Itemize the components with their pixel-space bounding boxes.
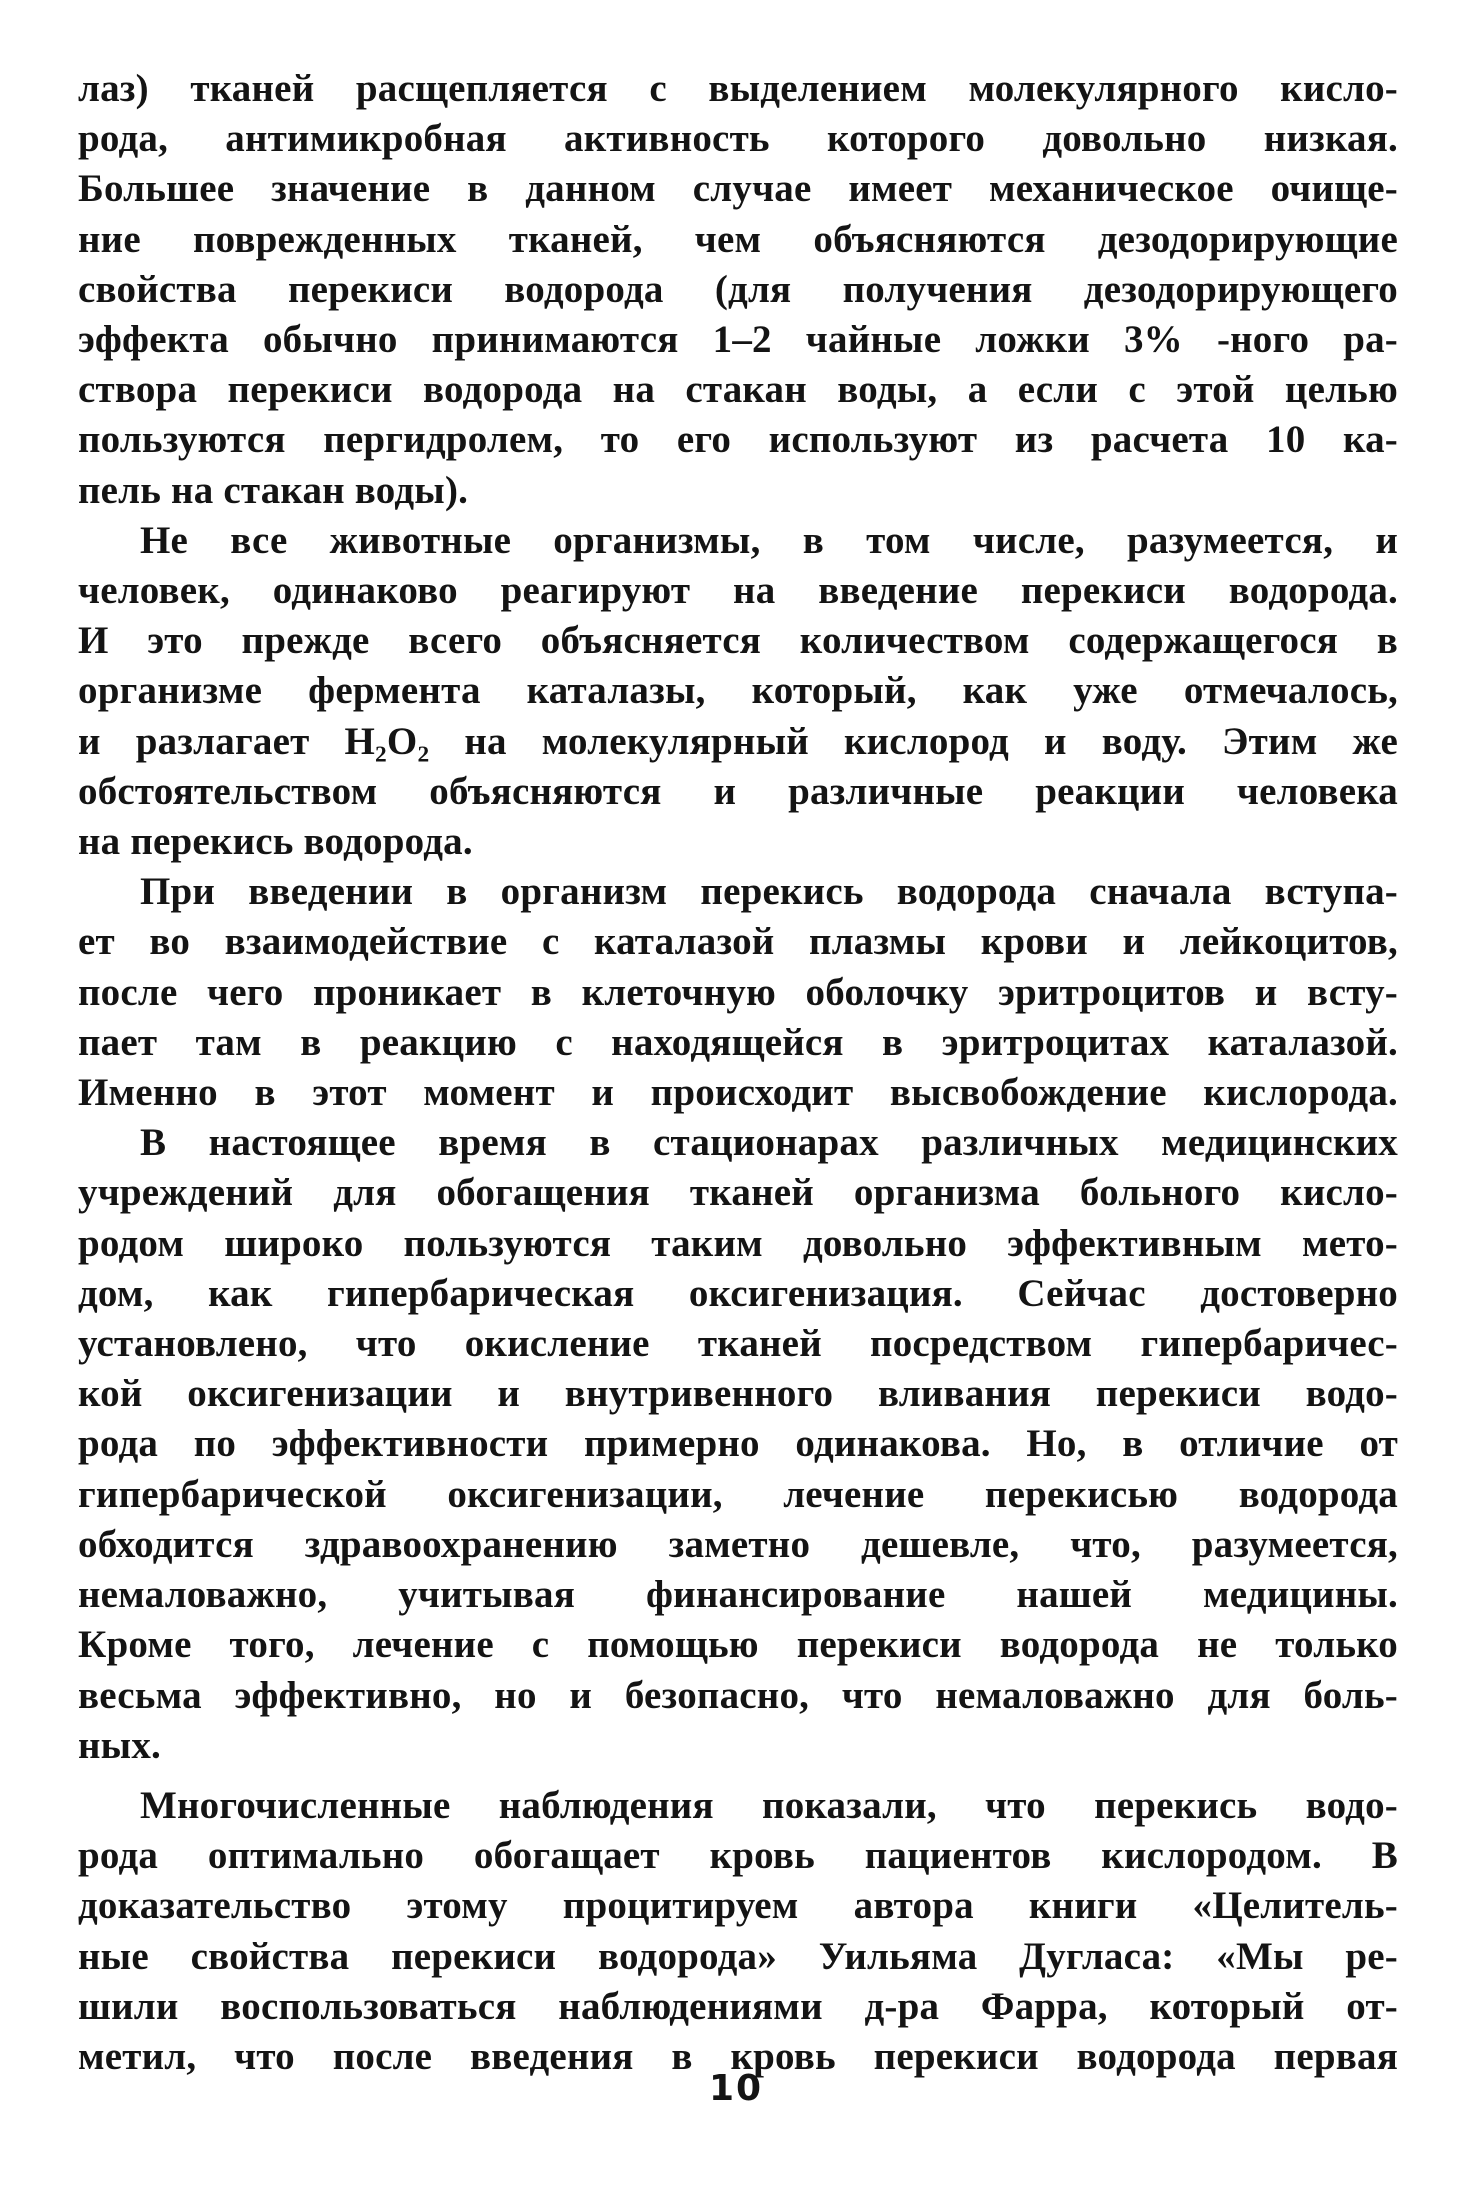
text-line: эффекта обычно принимаются 1–2 чайные ложки 3% -ного ра- [78, 318, 1398, 362]
page-body [78, 64, 1398, 2082]
text-line: на перекись водорода. [78, 820, 473, 864]
text-line: Не все животные организмы, в том числе, разумеется, и [140, 518, 1398, 562]
paragraph-4 [78, 1118, 1398, 1771]
text-line: И это прежде всего объясняется количеством содержащегося в [78, 619, 1398, 663]
text-line: Именно в этот момент и происходит высвобождение кислорода. [78, 1071, 1398, 1115]
text-line: человек, одинаково реагируют на введение перекиси водорода. [78, 569, 1398, 613]
text-line: Многочисленные наблюдения показали, что перекись водо- [140, 1783, 1398, 1827]
text-line: В настоящее время в стационарах различных медицинских [140, 1121, 1398, 1165]
text-line: после чего проникает в клеточную оболочку эритроцитов и всту- [78, 970, 1398, 1014]
text-line: Большее значение в данном случае имеет механическое очище- [78, 167, 1398, 211]
text-line: При введении в организм перекись водорода сначала вступа- [140, 870, 1398, 914]
text-line: ные свойства перекиси водорода» Уильяма Дугласа: «Мы ре- [78, 1934, 1398, 1978]
text-line: рода оптимально обогащает кровь пациентов кислородом. В [78, 1834, 1398, 1878]
text-line: организме фермента каталазы, который, как уже отмечалось, [78, 669, 1398, 713]
paragraph-gap [78, 1771, 1398, 1781]
text-line: родом широко пользуются таким довольно эффективным мето- [78, 1221, 1398, 1265]
text-line: немаловажно, учитывая финансирование нашей медицины. [78, 1573, 1398, 1617]
text-line: доказательство этому процитируем автора книги «Целитель- [78, 1884, 1398, 1928]
text-line: дом, как гипербарическая оксигенизация. Сейчас достоверно [78, 1271, 1398, 1315]
paragraph-5 [78, 1781, 1398, 2082]
text-line: рода, антимикробная активность которого довольно низкая. [78, 117, 1398, 161]
text-line: лаз) тканей расщепляется с выделением молекулярного кисло- [78, 67, 1398, 110]
paragraph-1 [78, 64, 1398, 516]
text-line: рода по эффективности примерно одинакова. Но, в отличие от [78, 1422, 1398, 1466]
text-line: Кроме того, лечение с помощью перекиси водорода не только [78, 1623, 1398, 1667]
text-line: гипербарической оксигенизации, лечение перекисью водорода [78, 1472, 1398, 1516]
text-line: и разлагает H₂O₂ на молекулярный кислород и воду. Этим же [78, 719, 1398, 763]
text-line: ние поврежденных тканей, чем объясняются дезодорирующие [78, 217, 1398, 261]
paragraph-2 [78, 516, 1398, 867]
text-line: кой оксигенизации и внутривенного вливания перекиси водо- [78, 1372, 1398, 1416]
text-line: установлено, что окисление тканей посредством гипербаричес- [78, 1322, 1398, 1366]
text-line: весьма эффективно, но и безопасно, что немаловажно для боль- [78, 1673, 1398, 1717]
text-line: пель на стакан воды). [78, 468, 469, 512]
text-line: ных. [78, 1723, 161, 1767]
text-line: пает там в реакцию с находящейся в эритроцитах каталазой. [78, 1020, 1398, 1064]
text-line: шили воспользоваться наблюдениями д-ра Фарра, который от- [78, 1984, 1398, 2028]
text-line: створа перекиси водорода на стакан воды, а если с этой целью [78, 368, 1398, 412]
text-line: учреждений для обогащения тканей организма больного кисло- [78, 1171, 1398, 1215]
text-line: свойства перекиси водорода (для получения дезодорирующего [78, 267, 1398, 311]
text-line: ет во взаимодействие с каталазой плазмы крови и лейкоцитов, [78, 920, 1398, 964]
text-line: обстоятельством объясняются и различные реакции человека [78, 769, 1398, 813]
paragraph-3 [78, 867, 1398, 1118]
text-line: метил, что после введения в кровь перекиси водорода первая [78, 2034, 1398, 2078]
text-line: пользуются пергидролем, то его используют из расчета 10 ка- [78, 418, 1398, 462]
page-number: 10 [708, 2068, 764, 2109]
text-line: обходится здравоохранению заметно дешевле, что, разумеется, [78, 1522, 1398, 1566]
